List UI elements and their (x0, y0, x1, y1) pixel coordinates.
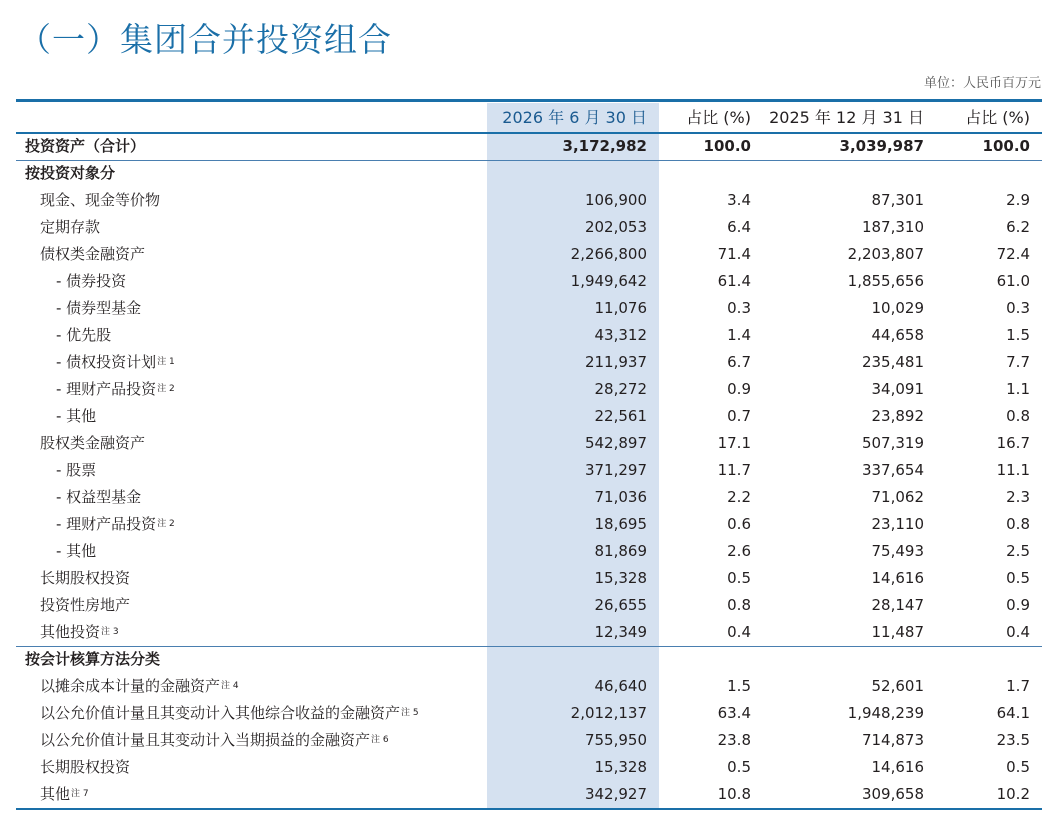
footnote-marker: 注 2 (157, 384, 175, 394)
percent-prior: 7.7 (1006, 353, 1030, 371)
row-label: - 理财产品投资 注 2 (56, 376, 156, 403)
table-section-heading (0, 646, 1057, 673)
percent-current: 23.8 (717, 731, 751, 749)
row-label: 其他 注 7 (40, 781, 70, 808)
percent-prior: 0.4 (1006, 623, 1030, 641)
table-section-heading (0, 160, 1057, 187)
value-prior: 14,616 (871, 569, 924, 587)
percent-current: 2.2 (727, 488, 751, 506)
table-row (0, 619, 1057, 646)
row-label: 投资资产（合计） (25, 137, 146, 155)
percent-current: 0.6 (727, 515, 751, 533)
row-label: 长期股权投资 (40, 758, 131, 776)
value-prior: 507,319 (861, 434, 924, 452)
value-prior: 2,203,807 (847, 245, 924, 263)
row-label: - 债券型基金 (56, 299, 142, 317)
percent-current: 2.6 (727, 542, 751, 560)
table-row (0, 295, 1057, 322)
value-prior: 44,658 (871, 326, 924, 344)
value-prior: 187,310 (861, 218, 924, 236)
table-row (0, 754, 1057, 781)
percent-prior: 64.1 (996, 704, 1030, 722)
value-prior: 52,601 (871, 677, 924, 695)
percent-current: 0.4 (727, 623, 751, 641)
table-row (0, 592, 1057, 619)
table-row (0, 727, 1057, 754)
percent-current: 17.1 (717, 434, 751, 452)
table-row (0, 457, 1057, 484)
percent-prior: 2.9 (1006, 191, 1030, 209)
table-row (0, 187, 1057, 214)
footnote-marker: 注 3 (101, 627, 119, 637)
value-prior: 1,855,656 (847, 272, 924, 290)
table-row (0, 538, 1057, 565)
percent-current: 6.4 (727, 218, 751, 236)
table-row (0, 511, 1057, 538)
page-title: （一）集团合并投资组合 (18, 20, 392, 59)
value-prior: 71,062 (871, 488, 924, 506)
footnote-marker: 注 7 (71, 789, 89, 799)
percent-prior: 1.5 (1006, 326, 1030, 344)
value-prior: 3,039,987 (839, 137, 924, 155)
footnote-marker: 注 6 (371, 735, 389, 745)
value-current: 1,949,642 (570, 272, 647, 290)
row-label: 长期股权投资 (40, 569, 131, 587)
percent-prior: 2.3 (1006, 488, 1030, 506)
percent-current: 0.7 (727, 407, 751, 425)
table-row (0, 781, 1057, 808)
value-prior: 14,616 (871, 758, 924, 776)
table-row (0, 214, 1057, 241)
value-prior: 1,948,239 (847, 704, 924, 722)
value-current: 12,349 (594, 623, 647, 641)
value-current: 11,076 (594, 299, 647, 317)
table-row (0, 268, 1057, 295)
percent-prior: 0.5 (1006, 758, 1030, 776)
percent-prior: 16.7 (996, 434, 1030, 452)
percent-prior: 61.0 (996, 272, 1030, 290)
percent-current: 0.5 (727, 569, 751, 587)
percent-current: 71.4 (717, 245, 751, 263)
row-label: - 其他 (56, 542, 97, 560)
value-prior: 75,493 (871, 542, 924, 560)
percent-current: 0.9 (727, 380, 751, 398)
table-row (0, 484, 1057, 511)
value-current: 81,869 (594, 542, 647, 560)
percent-current: 0.5 (727, 758, 751, 776)
value-current: 371,297 (584, 461, 647, 479)
table-row (0, 700, 1057, 727)
value-current: 26,655 (594, 596, 647, 614)
value-prior: 11,487 (871, 623, 924, 641)
table-row (0, 673, 1057, 700)
value-current: 43,312 (594, 326, 647, 344)
percent-current: 0.3 (727, 299, 751, 317)
row-label: 其他投资 注 3 (40, 619, 100, 646)
percent-prior: 11.1 (996, 461, 1030, 479)
value-current: 755,950 (584, 731, 647, 749)
value-current: 202,053 (584, 218, 647, 236)
row-label: - 债权投资计划 注 1 (56, 349, 156, 376)
percent-current: 63.4 (717, 704, 751, 722)
table-row (0, 430, 1057, 457)
table-row (0, 349, 1057, 376)
value-current: 18,695 (594, 515, 647, 533)
row-label: 投资性房地产 (40, 596, 131, 614)
value-current: 106,900 (584, 191, 647, 209)
row-label: - 权益型基金 (56, 488, 142, 506)
value-prior: 23,892 (871, 407, 924, 425)
row-label: 按投资对象分 (25, 164, 116, 182)
percent-current: 10.8 (717, 785, 751, 803)
table-bottom-rule (16, 808, 1042, 810)
table-row (0, 322, 1057, 349)
percent-prior: 1.1 (1006, 380, 1030, 398)
percent-current: 1.4 (727, 326, 751, 344)
footnote-marker: 注 4 (221, 681, 239, 691)
value-prior: 309,658 (861, 785, 924, 803)
footnote-marker: 注 1 (157, 357, 175, 367)
row-label: 以公允价值计量且其变动计入其他综合收益的金融资产 注 5 (40, 700, 400, 727)
value-current: 71,036 (594, 488, 647, 506)
row-label: - 股票 (56, 461, 97, 479)
value-current: 28,272 (594, 380, 647, 398)
row-label: 以公允价值计量且其变动计入当期损益的金融资产 注 6 (40, 727, 370, 754)
percent-prior: 100.0 (982, 137, 1030, 155)
value-prior: 23,110 (871, 515, 924, 533)
row-label: 债权类金融资产 (40, 245, 146, 263)
row-label: - 理财产品投资 注 2 (56, 511, 156, 538)
percent-prior: 0.3 (1006, 299, 1030, 317)
row-label: 以摊余成本计量的金融资产 注 4 (40, 673, 220, 700)
percent-current: 3.4 (727, 191, 751, 209)
percent-prior: 1.7 (1006, 677, 1030, 695)
value-prior: 34,091 (871, 380, 924, 398)
value-current: 342,927 (584, 785, 647, 803)
value-prior: 714,873 (861, 731, 924, 749)
unit-label: 单位：人民币百万元 (923, 76, 1041, 91)
value-current: 46,640 (594, 677, 647, 695)
table-row (0, 403, 1057, 430)
value-current: 3,172,982 (562, 137, 647, 155)
percent-prior: 6.2 (1006, 218, 1030, 236)
percent-prior: 0.8 (1006, 407, 1030, 425)
header-date-prior: 2025 年 12 月 31 日 (769, 108, 924, 127)
row-label: - 债券投资 (56, 272, 127, 290)
footnote-marker: 注 2 (157, 519, 175, 529)
table-row (0, 565, 1057, 592)
footnote-marker: 注 5 (401, 708, 419, 718)
row-label: 按会计核算方法分类 (25, 650, 161, 668)
row-label: - 优先股 (56, 326, 112, 344)
table-top-rule (16, 99, 1042, 102)
header-date-current: 2026 年 6 月 30 日 (502, 108, 647, 127)
percent-current: 0.8 (727, 596, 751, 614)
percent-prior: 23.5 (996, 731, 1030, 749)
value-current: 22,561 (594, 407, 647, 425)
row-label: 现金、现金等价物 (40, 191, 161, 209)
value-prior: 28,147 (871, 596, 924, 614)
percent-prior: 0.8 (1006, 515, 1030, 533)
value-current: 211,937 (584, 353, 647, 371)
table-row (0, 241, 1057, 268)
value-current: 542,897 (584, 434, 647, 452)
table-row-total (0, 133, 1057, 160)
value-prior: 10,029 (871, 299, 924, 317)
percent-current: 61.4 (717, 272, 751, 290)
value-prior: 87,301 (871, 191, 924, 209)
percent-current: 100.0 (703, 137, 751, 155)
header-percent-prior: 占比 (%) (965, 108, 1030, 127)
row-label: 股权类金融资产 (40, 434, 146, 452)
row-label: 定期存款 (40, 218, 101, 236)
value-current: 15,328 (594, 569, 647, 587)
percent-prior: 0.5 (1006, 569, 1030, 587)
percent-current: 6.7 (727, 353, 751, 371)
row-label: - 其他 (56, 407, 97, 425)
value-current: 2,266,800 (570, 245, 647, 263)
percent-prior: 2.5 (1006, 542, 1030, 560)
percent-current: 1.5 (727, 677, 751, 695)
value-current: 15,328 (594, 758, 647, 776)
percent-prior: 0.9 (1006, 596, 1030, 614)
value-current: 2,012,137 (570, 704, 647, 722)
value-prior: 337,654 (861, 461, 924, 479)
table-row (0, 376, 1057, 403)
percent-current: 11.7 (717, 461, 751, 479)
percent-prior: 72.4 (996, 245, 1030, 263)
percent-prior: 10.2 (996, 785, 1030, 803)
value-prior: 235,481 (861, 353, 924, 371)
header-percent-current: 占比 (%) (686, 108, 751, 127)
